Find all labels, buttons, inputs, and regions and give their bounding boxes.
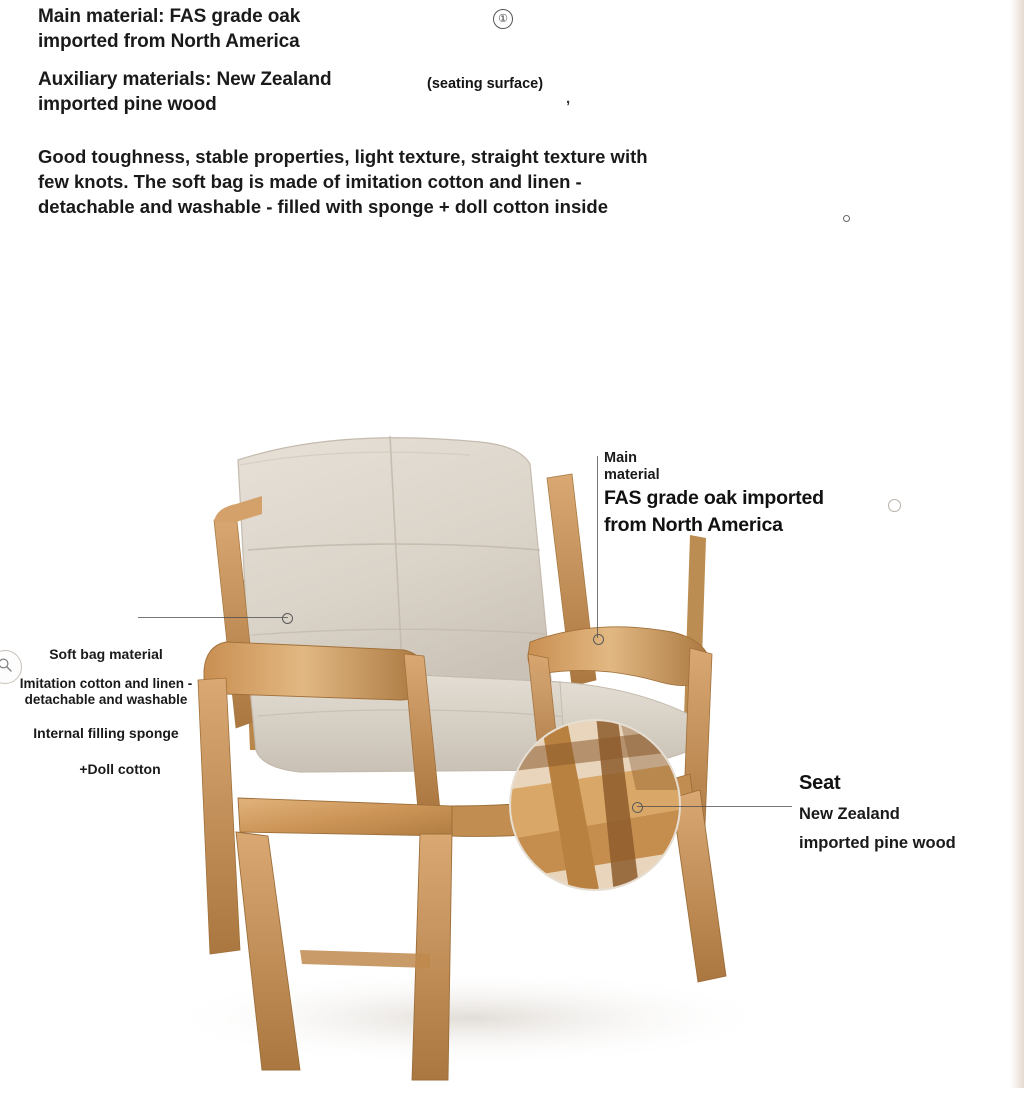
main-material-spec [38, 4, 888, 54]
callout-main-value-line-1: FAS grade oak imported [604, 487, 824, 509]
auxiliary-material-spec [38, 67, 888, 117]
circled-number-marker: ① [493, 9, 513, 29]
leader-line-soft-bag [138, 617, 288, 618]
main-material-line-1: Main material: FAS grade oak [38, 6, 301, 27]
leader-line-main-material [597, 456, 598, 638]
callout-soft-line-3: Internal filling sponge [33, 725, 179, 741]
marker-ring-seat [632, 802, 643, 813]
seating-surface-note: (seating surface) [427, 76, 544, 92]
specifications-block [38, 4, 888, 219]
callout-soft-line-4: +Doll cotton [79, 761, 161, 777]
description-paragraph [38, 144, 828, 219]
photo-edge-strip [1010, 0, 1024, 1088]
leader-line-seat [637, 806, 792, 807]
callout-main-value-line-2: from North America [604, 514, 783, 536]
callout-seat [799, 771, 1014, 854]
description-line-2: few knots. The soft bag is made of imitation cotton and linen - [38, 171, 582, 192]
callout-soft-bag [8, 646, 204, 777]
callout-main-label-line-2: material [604, 467, 660, 483]
search-icon [0, 657, 13, 678]
auxiliary-material-line-1: Auxiliary materials: New Zealand [38, 69, 332, 90]
callout-seat-value-line-1: New Zealand [799, 805, 900, 823]
callout-soft-line-2: detachable and washable [24, 692, 188, 707]
callout-soft-title: Soft bag material [49, 646, 163, 662]
stray-comma-mark: , [566, 90, 571, 107]
callout-seat-label: Seat [799, 772, 841, 794]
callout-main-material [604, 450, 924, 538]
auxiliary-material-line-2: imported pine wood [38, 94, 217, 115]
description-line-1: Good toughness, stable properties, light texture, straight texture with [38, 146, 648, 167]
small-dot-marker [843, 215, 850, 222]
callout-main-label-line-1: Main [604, 450, 638, 466]
marker-ring-main-material [593, 634, 604, 645]
description-line-3: detachable and washable - filled with sponge + doll cotton inside [38, 196, 608, 217]
callout-seat-value-line-2: imported pine wood [799, 834, 956, 852]
main-material-line-2: imported from North America [38, 31, 300, 52]
marker-ring-soft-bag [282, 613, 293, 624]
callout-soft-line-1: Imitation cotton and linen - [19, 676, 193, 691]
